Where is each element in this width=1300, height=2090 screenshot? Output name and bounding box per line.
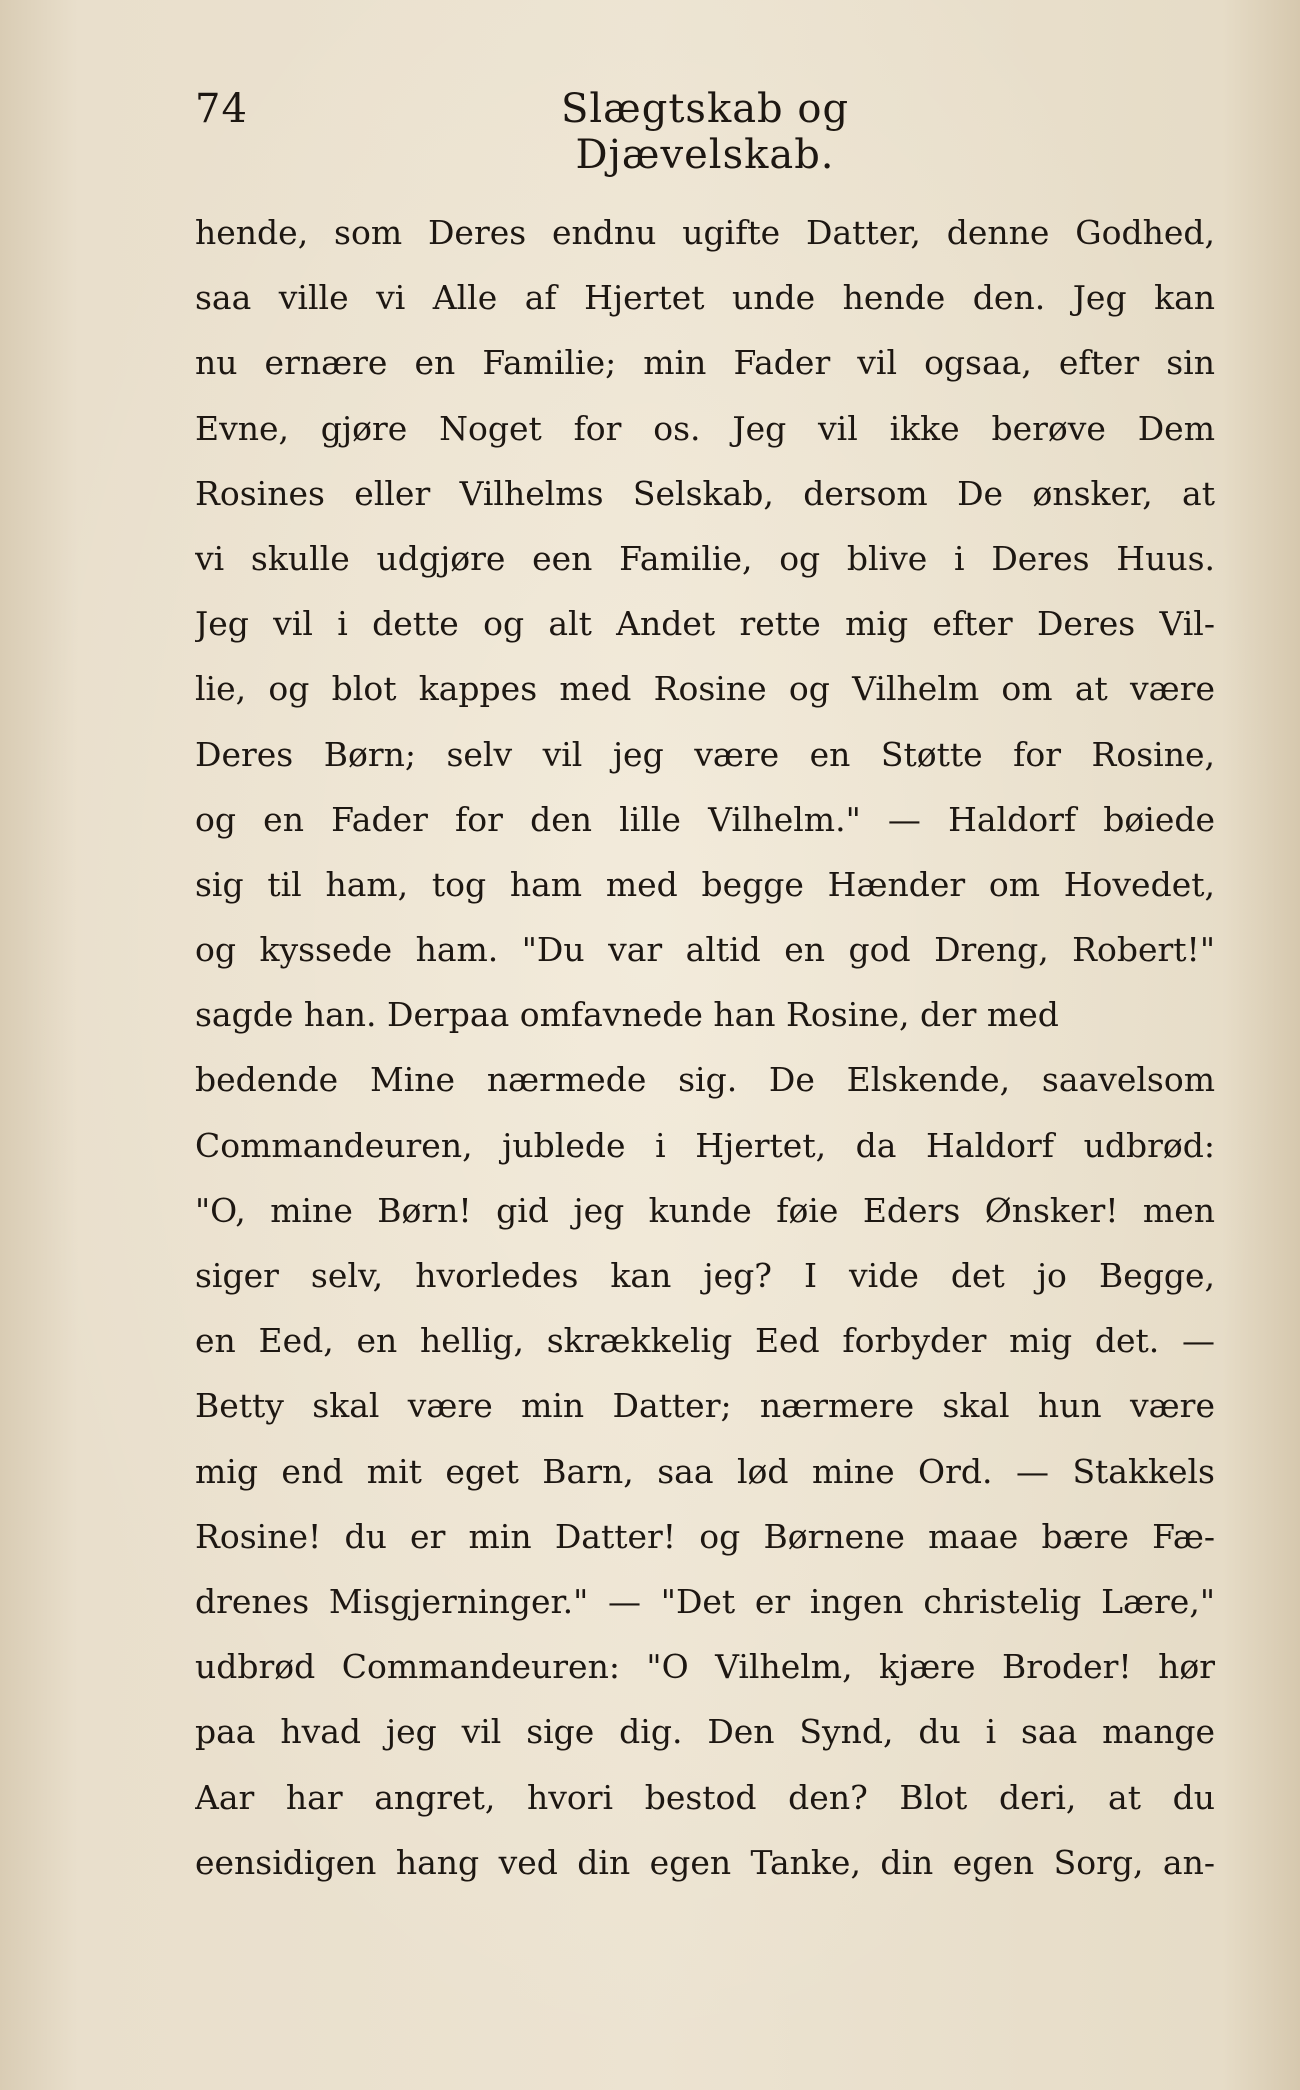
text-line: udbrød Commandeuren: "O Vilhelm, kjære Broder! hør bbox=[195, 1647, 1215, 1687]
text-line: eensidigen hang ved din egen Tanke, din egen Sorg, an- bbox=[195, 1842, 1215, 1882]
page-number: 74 bbox=[195, 86, 248, 132]
page-header bbox=[195, 86, 1225, 178]
text-line: bedende Mine nærmede sig. De Elskende, saavelsom bbox=[195, 1060, 1215, 1100]
running-title: Slægtskab og Djævelskab. bbox=[560, 86, 850, 178]
body-text bbox=[195, 200, 1215, 1895]
text-line: en Eed, en hellig, skrækkelig Eed forbyder mig det. — bbox=[195, 1321, 1215, 1361]
text-line: sagde han. Derpaa omfavnede han Rosine, der med bbox=[195, 995, 1059, 1035]
text-line: og kyssede ham. "Du var altid en god Dreng, Robert!" bbox=[195, 930, 1215, 970]
text-line: mig end mit eget Barn, saa lød mine Ord. — Stakkels bbox=[195, 1451, 1215, 1491]
text-line: Jeg vil i dette og alt Andet rette mig efter Deres Vil- bbox=[195, 604, 1215, 644]
text-line: hende, som Deres endnu ugifte Datter, denne Godhed, bbox=[195, 213, 1215, 252]
text-line: Aar har angret, hvori bestod den? Blot deri, at du bbox=[195, 1777, 1215, 1817]
text-line: sig til ham, tog ham med begge Hænder om Hovedet, bbox=[195, 864, 1215, 904]
text-line: "O, mine Børn! gid jeg kunde føie Eders Ønsker! men bbox=[195, 1190, 1215, 1230]
text-line: siger selv, hvorledes kan jeg? I vide det jo Begge, bbox=[195, 1256, 1215, 1295]
text-line: Betty skal være min Datter; nærmere skal hun være bbox=[195, 1386, 1215, 1426]
text-line: Deres Børn; selv vil jeg være en Støtte for Rosine, bbox=[195, 734, 1215, 774]
text-line: nu ernære en Familie; min Fader vil ogsaa, efter sin bbox=[195, 343, 1215, 383]
text-line: Commandeuren, jublede i Hjertet, da Haldorf udbrød: bbox=[195, 1125, 1215, 1165]
text-line: vi skulle udgjøre een Familie, og blive i Deres Huus. bbox=[195, 538, 1215, 578]
text-line: drenes Misgjerninger." — "Det er ingen christelig Lære," bbox=[195, 1581, 1215, 1621]
text-line: Rosines eller Vilhelms Selskab, dersom De ønsker, at bbox=[195, 473, 1215, 513]
text-line: saa ville vi Alle af Hjertet unde hende den. Jeg kan bbox=[195, 278, 1215, 318]
text-line: Evne, gjøre Noget for os. Jeg vil ikke berøve Dem bbox=[195, 408, 1215, 448]
text-line: og en Fader for den lille Vilhelm." — Haldorf bøiede bbox=[195, 799, 1215, 839]
text-line: paa hvad jeg vil sige dig. Den Synd, du i saa mange bbox=[195, 1712, 1215, 1752]
text-line: lie, og blot kappes med Rosine og Vilhelm om at være bbox=[195, 669, 1215, 709]
text-line: Rosine! du er min Datter! og Børnene maae bære Fæ- bbox=[195, 1516, 1215, 1556]
